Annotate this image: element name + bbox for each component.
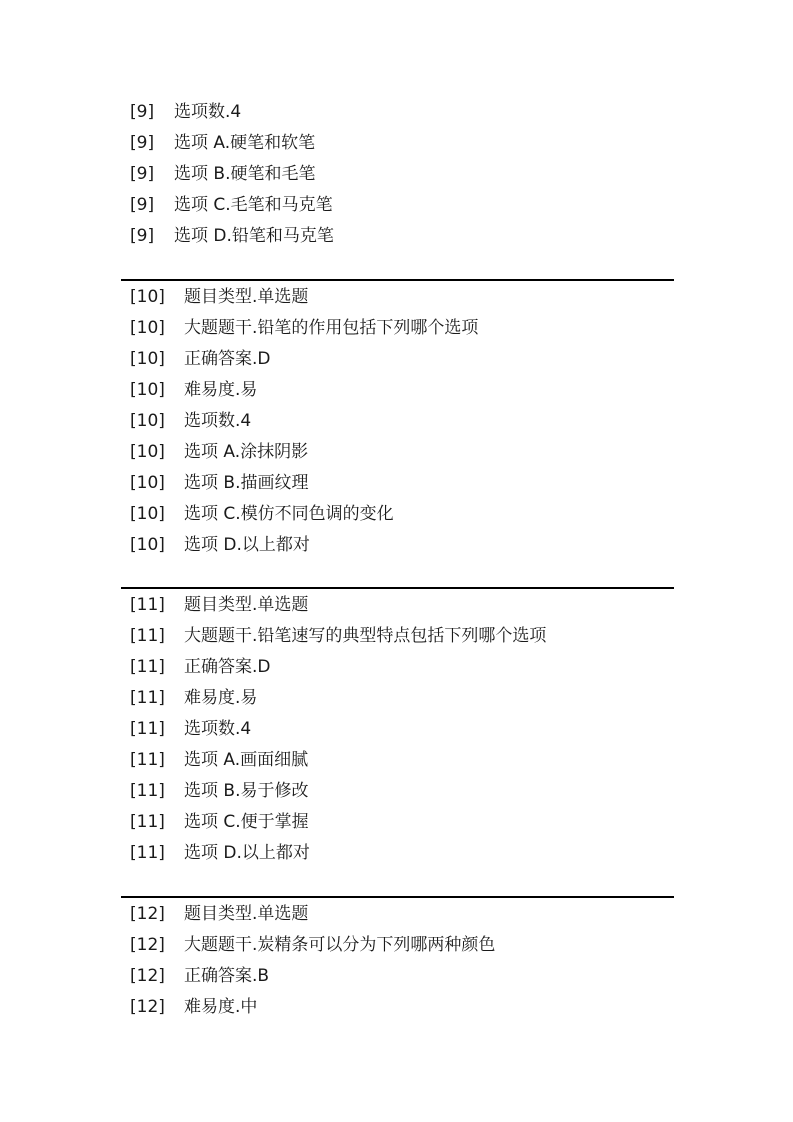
list-item [121,961,674,992]
question-stem: 大题题干.铅笔速写的典型特点包括下列哪个选项 [184,626,547,646]
list-item [121,530,674,561]
question-number: [10] [130,380,165,400]
option-c: 选项 C.便于掌握 [184,812,309,832]
question-block-12 [121,899,674,1023]
list-item [121,807,674,838]
list-item [121,683,674,714]
list-item [121,899,674,930]
option-c: 选项 C.模仿不同色调的变化 [184,504,394,524]
list-item [121,344,674,375]
question-stem: 大题题干.炭精条可以分为下列哪两种颜色 [184,935,496,955]
list-item [121,776,674,807]
option-count: 选项数.4 [184,411,252,431]
section-divider [121,587,674,589]
question-number: [10] [130,473,165,493]
question-type: 题目类型.单选题 [184,904,309,924]
option-a: 选项 A.涂抹阴影 [184,442,309,462]
list-item [121,992,674,1023]
option-b: 选项 B.易于修改 [184,781,309,801]
list-item [121,838,674,869]
list-item [121,159,674,190]
question-number: [10] [130,535,165,555]
list-item [121,621,674,652]
question-number: [10] [130,442,165,462]
question-number: [10] [130,287,165,307]
question-number: [11] [130,750,165,770]
question-number: [12] [130,997,165,1017]
list-item [121,714,674,745]
question-number: [11] [130,595,165,615]
list-item [121,221,674,252]
question-field: 选项数.4 [174,102,242,122]
list-item [121,375,674,406]
question-number: [11] [130,626,165,646]
list-item [121,745,674,776]
section-divider [121,896,674,898]
question-number: [9] [130,164,155,184]
question-number: [9] [130,102,155,122]
question-number: [11] [130,812,165,832]
question-number: [11] [130,657,165,677]
question-number: [10] [130,411,165,431]
question-block-11 [121,590,674,869]
list-item [121,652,674,683]
question-field: 选项 A.硬笔和软笔 [174,133,316,153]
question-type: 题目类型.单选题 [184,595,309,615]
difficulty: 难易度.中 [184,997,258,1017]
option-b: 选项 B.描画纹理 [184,473,309,493]
list-item [121,437,674,468]
list-item [121,590,674,621]
correct-answer: 正确答案.D [184,657,271,677]
option-d: 选项 D.以上都对 [184,843,310,863]
list-item [121,313,674,344]
question-number: [12] [130,935,165,955]
difficulty: 难易度.易 [184,688,258,708]
question-number: [9] [130,133,155,153]
question-number: [11] [130,719,165,739]
question-block-9 [121,97,674,252]
question-field: 选项 C.毛笔和马克笔 [174,195,333,215]
question-number: [9] [130,195,155,215]
list-item [121,128,674,159]
list-item [121,282,674,313]
question-number: [10] [130,349,165,369]
question-number: [12] [130,904,165,924]
question-number: [11] [130,688,165,708]
section-divider [121,279,674,281]
question-field: 选项 D.铅笔和马克笔 [174,226,334,246]
question-number: [10] [130,318,165,338]
question-number: [10] [130,504,165,524]
question-type: 题目类型.单选题 [184,287,309,307]
question-block-10 [121,282,674,561]
list-item [121,190,674,221]
question-number: [11] [130,781,165,801]
option-count: 选项数.4 [184,719,252,739]
question-number: [11] [130,843,165,863]
correct-answer: 正确答案.D [184,349,271,369]
option-a: 选项 A.画面细腻 [184,750,309,770]
question-number: [12] [130,966,165,986]
list-item [121,468,674,499]
list-item [121,499,674,530]
difficulty: 难易度.易 [184,380,258,400]
question-number: [9] [130,226,155,246]
question-stem: 大题题干.铅笔的作用包括下列哪个选项 [184,318,479,338]
question-field: 选项 B.硬笔和毛笔 [174,164,316,184]
correct-answer: 正确答案.B [184,966,270,986]
list-item [121,406,674,437]
option-d: 选项 D.以上都对 [184,535,310,555]
list-item [121,97,674,128]
list-item [121,930,674,961]
